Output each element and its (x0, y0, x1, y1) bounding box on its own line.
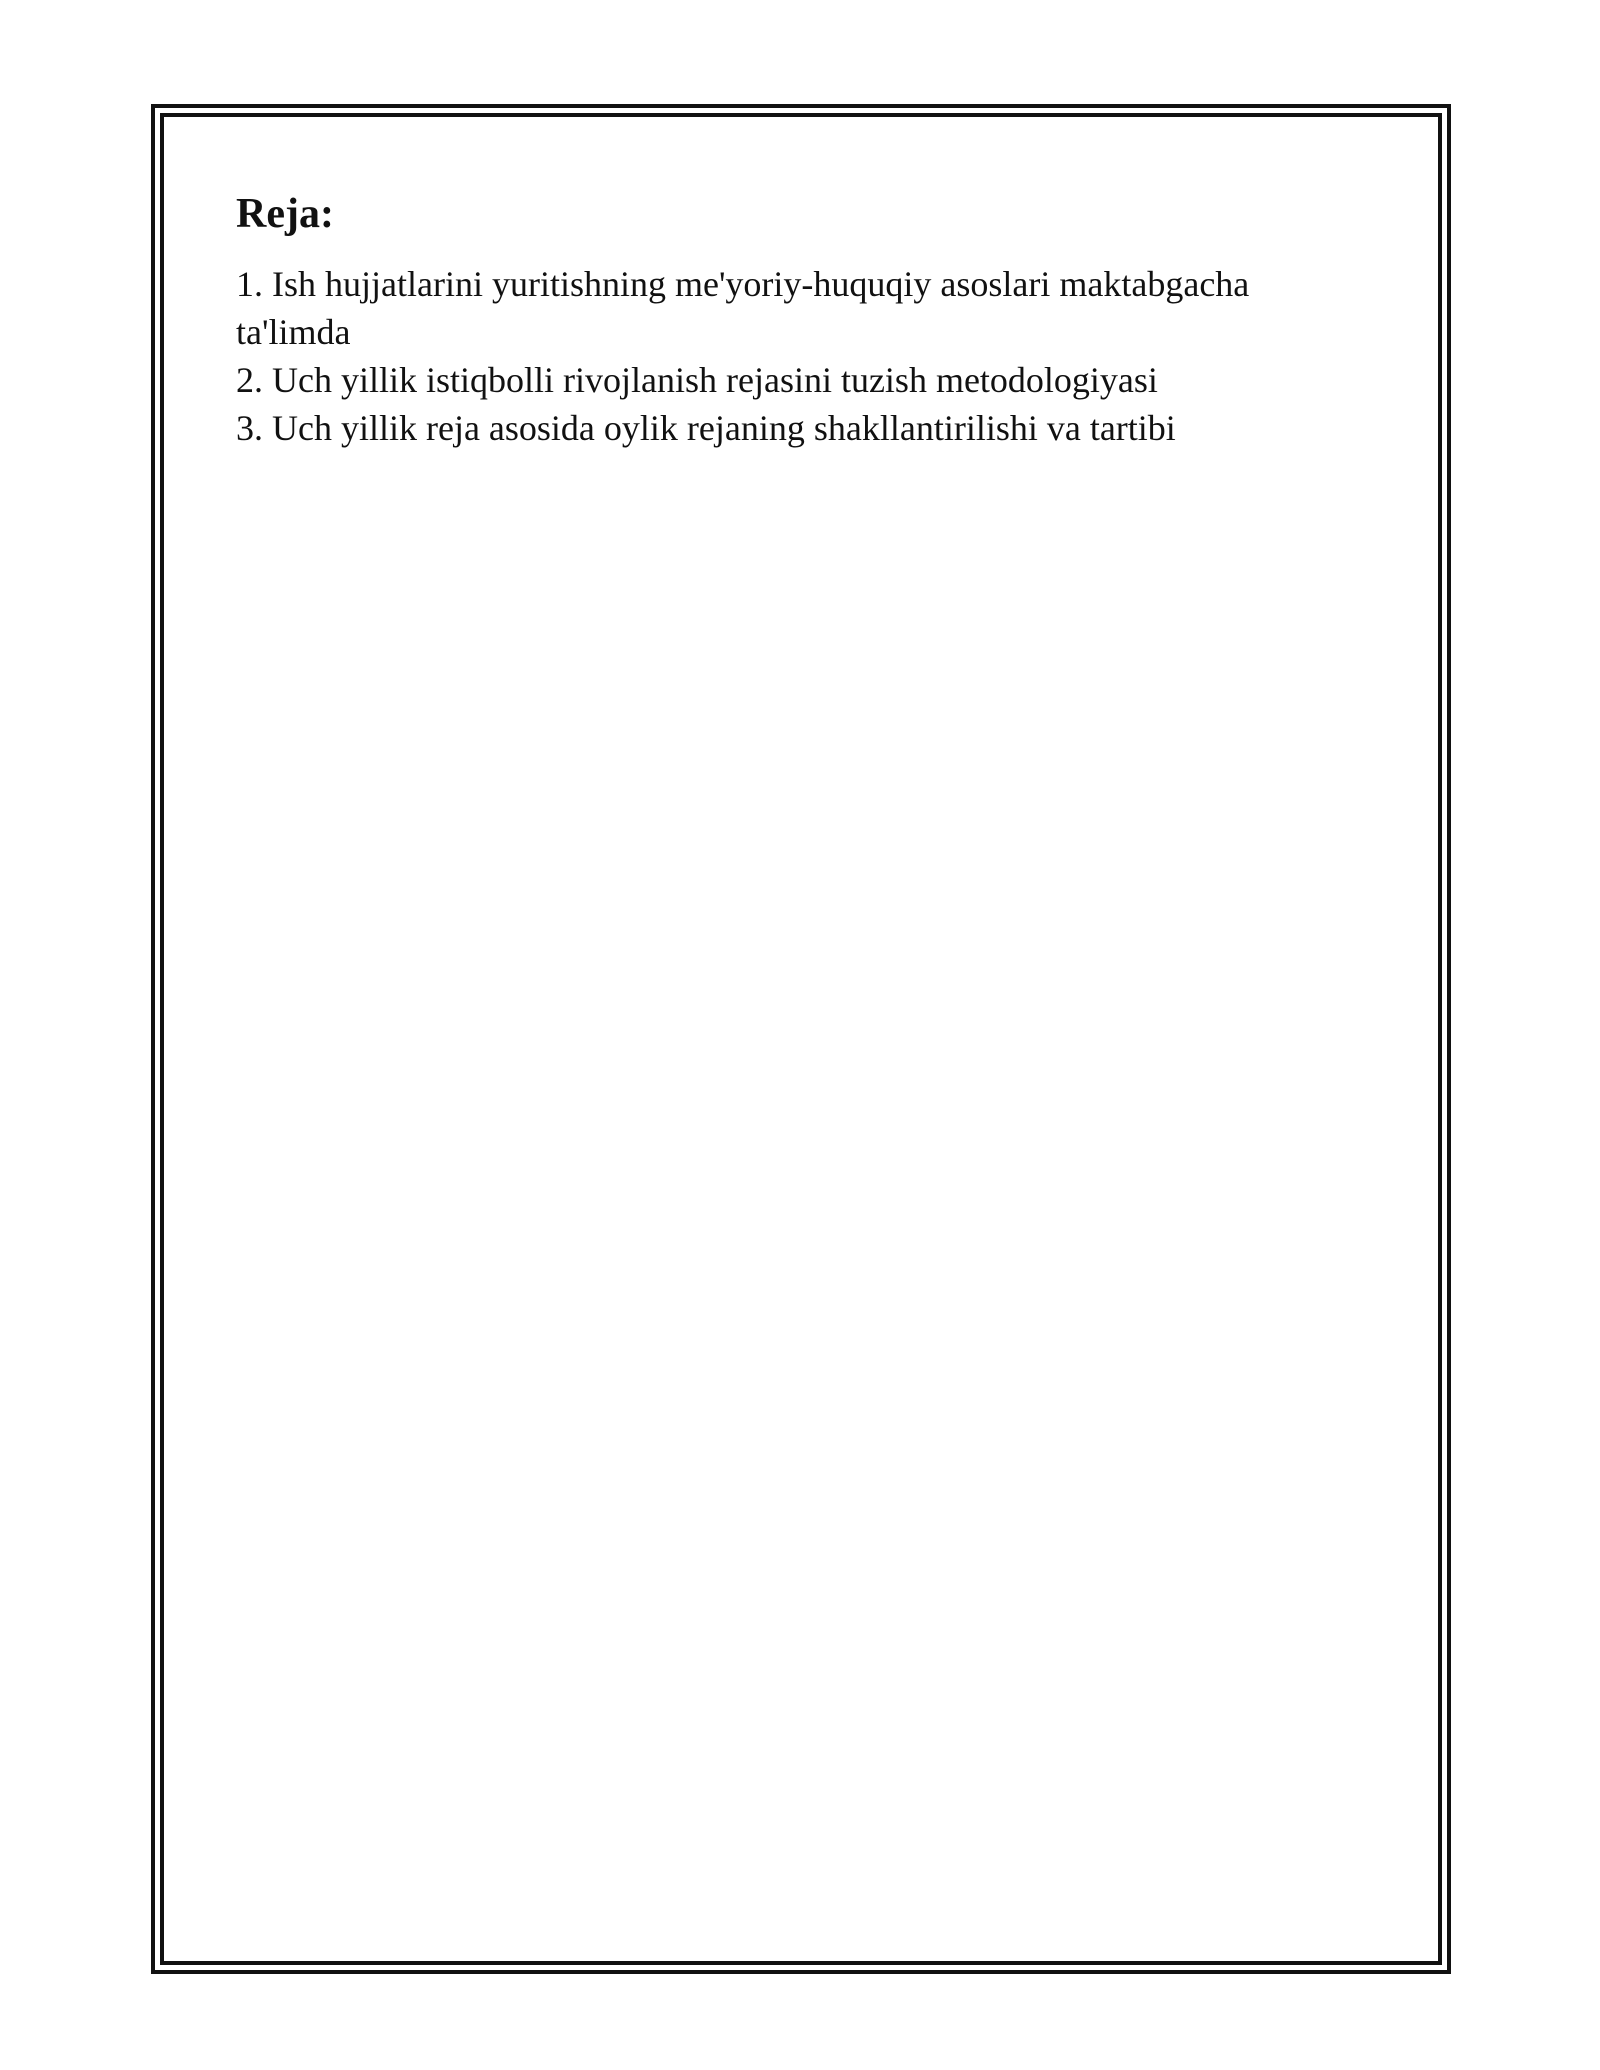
plan-item-3: 3. Uch yillik reja asosida oylik rejaning shakllantirilishi va tartibi (236, 408, 1176, 448)
plan-item-2: 2. Uch yillik istiqbolli rivojlanish rejasini tuzish metodologiyasi (236, 360, 1158, 400)
plan-title: Reja: (236, 191, 334, 237)
plan-list (236, 260, 1316, 452)
plan-item-1: 1. Ish hujjatlarini yuritishning me'yoriy-huquqiy asoslari maktabgacha ta'limda (236, 264, 1250, 352)
plan-section (236, 188, 1316, 452)
